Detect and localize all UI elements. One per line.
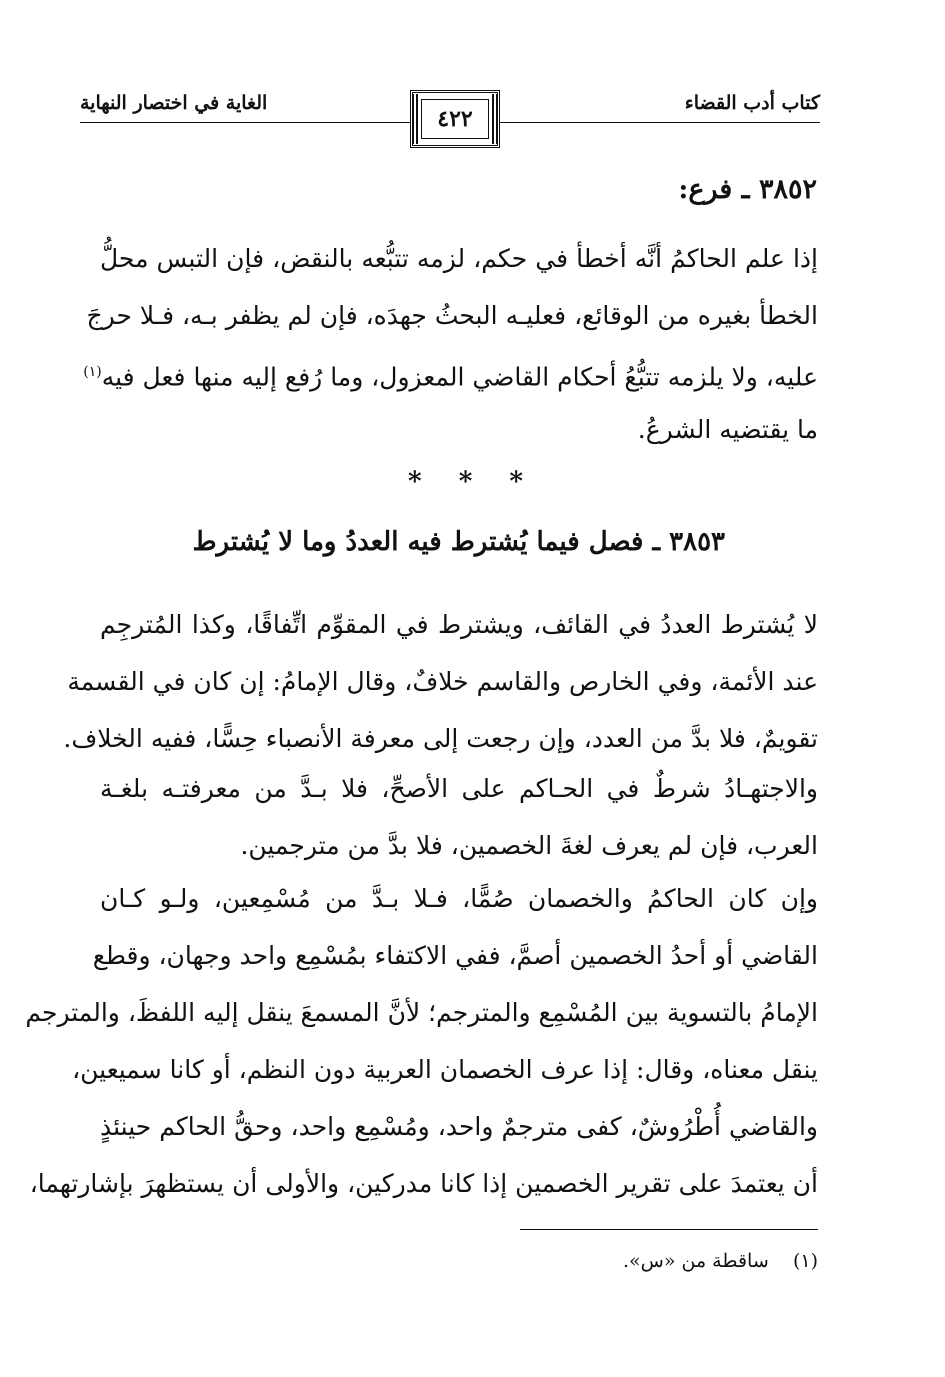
section-3853-paragraph-2 <box>100 760 818 874</box>
text-line-content: عليه، ولا يلزمه تتبُّعُ أحكام القاضي المعزول، وما رُفع إليه منها فعل فيه <box>101 362 818 392</box>
footnote-marker: (١) <box>83 364 102 380</box>
text-line: الإمامُ بالتسوية بين المُسْمِع والمترجم؛ لأنَّ المسمعَ ينقل إليه اللفظَ، والمترجم <box>25 998 818 1027</box>
section-3853-paragraph-1 <box>63 596 818 767</box>
text-line: عند الأئمة، وفي الخارص والقاسم خلافٌ، وقال الإمامُ: إن كان في القسمة <box>67 667 818 696</box>
footnote-marker: (١) <box>792 1250 818 1272</box>
text-line: والقاضي أُطْرُوشٌ، كفى مترجمٌ واحد، ومُسْمِع واحد، وحقُّ الحاكم حينئذٍ <box>100 1112 818 1141</box>
footnote-rule <box>520 1229 818 1230</box>
text-line: ما يقتضيه الشرعُ. <box>637 415 818 444</box>
section-3852-heading: ٣٨٥٢ ـ فرع: <box>678 174 817 205</box>
section-separator: * * * <box>408 467 537 497</box>
section-3853-heading: ٣٨٥٣ ـ فصل فيما يُشترط فيه العددُ وما لا يُشترط <box>192 527 725 557</box>
text-line: العرب، فإن لم يعرف لغةَ الخصمين، فلا بدَّ من مترجمين. <box>240 831 818 860</box>
frame-ornament-left <box>412 94 418 144</box>
text-line: إذا علم الحاكمُ أنَّه أخطأ في حكم، لزمه تتبُّعه بالنقض، فإن التبس محلُّ <box>100 244 818 273</box>
text-line: لا يُشترط العددُ في القائف، ويشترط في المقوِّم اتِّفاقًا، وكذا المُترجِم <box>100 610 818 639</box>
section-3853-paragraph-3 <box>25 870 818 1212</box>
book-title: الغاية في اختصار النهاية <box>80 92 268 114</box>
frame-ornament-right <box>492 94 498 144</box>
page-number-frame <box>410 90 500 148</box>
text-line-with-footnote <box>83 344 818 401</box>
text-line: أن يعتمدَ على تقرير الخصمين إذا كانا مدركين، والأولى أن يستظهرَ بإشارتهما، <box>29 1169 818 1198</box>
footnote <box>623 1250 818 1272</box>
text-line: والاجتهـادُ شرطٌ في الحـاكم على الأصحِّ، فلا بـدَّ من معرفتـه بلغـة <box>100 774 818 803</box>
text-line: الخطأ بغيره من الوقائع، فعليـه البحثُ جهدَه، فإن لم يظفر بـه، فـلا حرجَ <box>86 301 818 330</box>
footnote-text: ساقطة من «س». <box>622 1250 769 1272</box>
text-line: تقويمٌ، فلا بدَّ من العدد، وإن رجعت إلى معرفة الأنصباء حِسًّا، ففيه الخلاف. <box>63 724 818 753</box>
chapter-title: كتاب أدب القضاء <box>684 92 820 114</box>
section-3852-body <box>83 230 818 458</box>
page-number: ٤٢٢ <box>421 99 489 139</box>
text-line: وإن كان الحاكمُ والخصمان صُمًّا، فـلا بـدَّ من مُسْمِعين، ولـو كـان <box>100 884 818 913</box>
text-line: ينقل معناه، وقال: إذا عرف الخصمان العربية دون النظم، أو كانا سميعين، <box>72 1055 818 1084</box>
text-line: القاضي أو أحدُ الخصمين أصمَّ، ففي الاكتفاء بمُسْمِع واحد وجهان، وقطع <box>92 941 818 970</box>
